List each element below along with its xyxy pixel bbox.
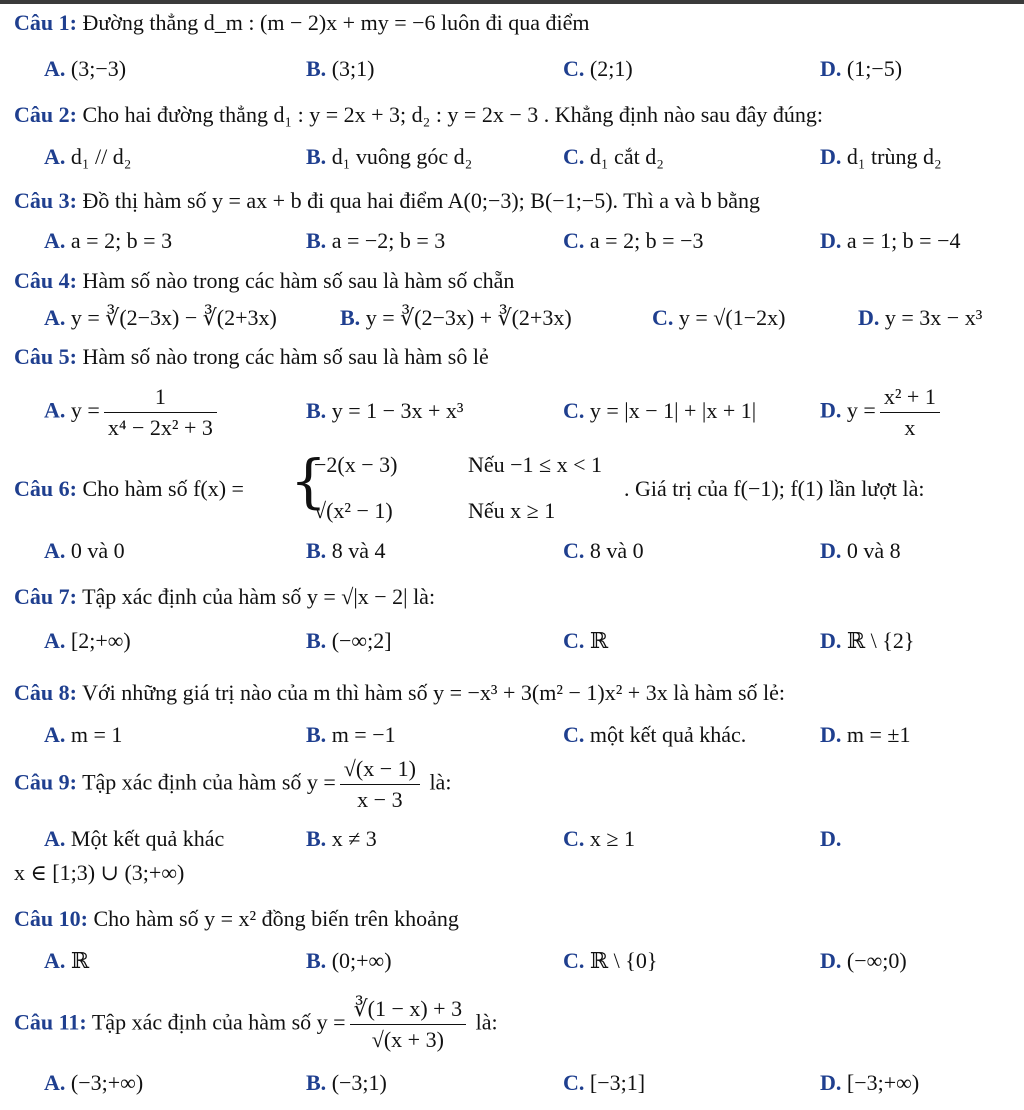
option-text: a = 1; b = −4	[846, 228, 961, 253]
question-7	[14, 584, 435, 610]
option-10a[interactable]	[44, 948, 89, 974]
option-text: (2;1)	[589, 56, 633, 81]
option-1a[interactable]	[44, 56, 126, 82]
option-label: A.	[44, 228, 66, 253]
option-9a[interactable]	[44, 826, 224, 852]
option-label: B.	[306, 1070, 327, 1095]
option-label: B.	[306, 228, 327, 253]
option-label: D.	[820, 538, 842, 563]
option-text: ℝ \ {2}	[846, 628, 915, 653]
option-7d[interactable]	[820, 628, 914, 654]
question-label: Câu 9:	[14, 769, 77, 795]
option-text: d₁ // d₂	[70, 144, 132, 169]
option-text: Một kết quả khác	[70, 826, 225, 851]
option-8d[interactable]	[820, 722, 910, 748]
question-tail: là:	[475, 1009, 498, 1035]
option-text: d₁ trùng d₂	[846, 144, 942, 169]
option-text: y = 3x − x³	[884, 305, 983, 330]
option-text: a = 2; b = 3	[70, 228, 173, 253]
option-5c[interactable]	[563, 398, 756, 424]
option-label: A.	[44, 628, 66, 653]
option-text: d₁ cắt d₂	[589, 144, 664, 169]
option-7c[interactable]	[563, 628, 608, 654]
option-text: 8 và 4	[331, 538, 386, 563]
option-label: A.	[44, 56, 66, 81]
question-10	[14, 906, 459, 932]
piece-2-expression: √(x² − 1)	[314, 498, 393, 523]
option-text: y = ∛(2−3x) − ∛(2+3x)	[70, 305, 277, 330]
option-label: A.	[44, 948, 66, 973]
option-label: C.	[563, 228, 585, 253]
option-label: C.	[563, 628, 585, 653]
question-text: Đường thẳng d_m : (m − 2)x + my = −6 luôn đi qua điểm	[82, 10, 590, 35]
option-label: B.	[306, 538, 327, 563]
option-label: A.	[44, 397, 66, 423]
option-text: a = 2; b = −3	[589, 228, 704, 253]
question-text: Hàm số nào trong các hàm số sau là hàm số chẵn	[82, 268, 515, 293]
option-text: y = |x − 1| + |x + 1|	[589, 398, 757, 423]
denominator: √(x + 3)	[371, 1027, 444, 1052]
option-label: D.	[820, 628, 842, 653]
numerator: ∛(1 − x) + 3	[350, 996, 467, 1025]
option-10c[interactable]	[563, 948, 657, 974]
option-label: B.	[340, 305, 361, 330]
option-1b[interactable]	[306, 56, 374, 82]
question-2	[14, 102, 823, 128]
option-3d[interactable]	[820, 228, 961, 254]
option-text: (−∞;2]	[331, 628, 392, 653]
option-label: B.	[306, 722, 327, 747]
option-label: D.	[820, 228, 842, 253]
option-10b[interactable]	[306, 948, 392, 974]
option-3a[interactable]	[44, 228, 172, 254]
option-7b[interactable]	[306, 628, 392, 654]
question-5	[14, 344, 489, 370]
option-text: [−3;1]	[589, 1070, 646, 1095]
option-text: (0;+∞)	[331, 948, 392, 973]
numerator: x² + 1	[880, 384, 940, 413]
option-label: A.	[44, 826, 66, 851]
option-label: D.	[820, 144, 842, 169]
option-label: C.	[652, 305, 674, 330]
option-text: y = ∛(2−3x) + ∛(2+3x)	[365, 305, 572, 330]
option-label: A.	[44, 1070, 66, 1095]
option-label: C.	[563, 948, 585, 973]
question-text: Hàm số nào trong các hàm số sau là hàm sô lẻ	[82, 344, 489, 369]
option-text: m = −1	[331, 722, 396, 747]
option-text: m = 1	[70, 722, 123, 747]
option-label: D.	[820, 722, 842, 747]
option-label: C.	[563, 538, 585, 563]
option-text: (−3;+∞)	[70, 1070, 144, 1095]
question-text: Cho hai đường thẳng d₁ : y = 2x + 3; d₂ : y = 2x − 3 . Khẳng định nào sau đây đúng:	[82, 102, 823, 127]
question-text: Tập xác định của hàm số y =	[91, 1009, 346, 1035]
question-text: Cho hàm số y = x² đồng biến trên khoảng	[93, 906, 459, 931]
option-5a[interactable]	[44, 384, 221, 441]
option-text: 0 và 8	[846, 538, 901, 563]
option-label: B.	[306, 56, 327, 81]
option-label: C.	[563, 1070, 585, 1095]
option-text: [−3;+∞)	[846, 1070, 920, 1095]
option-label: C.	[563, 144, 585, 169]
option-text: x ≥ 1	[589, 826, 635, 851]
option-prefix: y =	[846, 397, 876, 423]
option-11c[interactable]	[563, 1070, 645, 1096]
numerator: 1	[104, 384, 217, 413]
piece-2-condition: Nếu x ≥ 1	[468, 498, 556, 523]
question-4	[14, 268, 514, 294]
option-4a[interactable]	[44, 305, 277, 331]
fraction	[350, 996, 467, 1053]
option-label: A.	[44, 144, 66, 169]
option-text: một kết quả khác.	[589, 722, 747, 747]
fraction	[104, 384, 217, 441]
question-tail: là:	[429, 769, 452, 795]
option-11a[interactable]	[44, 1070, 143, 1096]
option-text: 0 và 0	[70, 538, 125, 563]
option-10d[interactable]	[820, 948, 907, 974]
option-text: 8 và 0	[589, 538, 644, 563]
question-label: Câu 2:	[14, 102, 77, 127]
option-11b[interactable]	[306, 1070, 387, 1096]
option-9b[interactable]	[306, 826, 377, 852]
option-label: A.	[44, 722, 66, 747]
question-label: Câu 11:	[14, 1009, 87, 1035]
question-9	[14, 756, 451, 813]
question-text: Cho hàm số f(x) =	[82, 476, 244, 501]
question-label: Câu 8:	[14, 680, 77, 705]
option-4c[interactable]	[652, 305, 785, 331]
option-label: D.	[820, 1070, 842, 1095]
option-6b[interactable]	[306, 538, 385, 564]
option-label: D.	[820, 56, 842, 81]
piece-1-expression: −2(x − 3)	[314, 452, 398, 477]
question-label: Câu 10:	[14, 906, 88, 931]
option-label: B.	[306, 628, 327, 653]
option-2a[interactable]	[44, 144, 131, 170]
question-text: Tập xác định của hàm số y = √|x − 2| là:	[82, 584, 436, 609]
option-4d[interactable]	[858, 305, 982, 331]
question-3	[14, 188, 760, 214]
option-text: ℝ \ {0}	[589, 948, 658, 973]
option-2c[interactable]	[563, 144, 664, 170]
option-text: ℝ	[70, 948, 90, 973]
option-label: B.	[306, 948, 327, 973]
option-label: C.	[563, 722, 585, 747]
option-9c[interactable]	[563, 826, 635, 852]
option-8c[interactable]	[563, 722, 746, 748]
option-text: y = 1 − 3x + x³	[331, 398, 464, 423]
option-2d[interactable]	[820, 144, 942, 170]
question-label: Câu 7:	[14, 584, 77, 609]
option-label: A.	[44, 305, 66, 330]
option-text: d₁ vuông góc d₂	[331, 144, 473, 169]
option-5d[interactable]	[820, 384, 944, 441]
option-text: (−3;1)	[331, 1070, 387, 1095]
option-3c[interactable]	[563, 228, 704, 254]
question-text: Tập xác định của hàm số y =	[82, 769, 336, 795]
option-6c[interactable]	[563, 538, 644, 564]
fraction	[340, 756, 420, 813]
question-text: Với những giá trị nào của m thì hàm số y = −x³ + 3(m² − 1)x² + 3x là hàm số lẻ:	[82, 680, 786, 705]
option-label: A.	[44, 538, 66, 563]
option-8b[interactable]	[306, 722, 396, 748]
option-label: C.	[563, 826, 585, 851]
question-label: Câu 6:	[14, 476, 77, 501]
option-8a[interactable]	[44, 722, 122, 748]
option-text: (3;1)	[331, 56, 375, 81]
option-text: m = ±1	[846, 722, 911, 747]
option-7a[interactable]	[44, 628, 131, 654]
option-label: D.	[820, 948, 842, 973]
option-text: (−∞;0)	[846, 948, 907, 973]
question-text: Đồ thị hàm số y = ax + b đi qua hai điểm A(0;−3); B(−1;−5). Thì a và b bằng	[82, 188, 760, 213]
option-text: (3;−3)	[70, 56, 127, 81]
option-label: C.	[563, 56, 585, 81]
option-9d-text[interactable]: x ∈ [1;3) ∪ (3;+∞)	[14, 860, 185, 885]
denominator: x	[904, 415, 916, 440]
option-label: D.	[858, 305, 880, 330]
option-1c[interactable]	[563, 56, 633, 82]
question-1	[14, 10, 589, 36]
piecewise-brace: {	[290, 447, 327, 515]
question-6-stem	[14, 476, 244, 502]
question-6-tail: . Giá trị của f(−1); f(1) lần lượt là:	[624, 476, 925, 501]
question-label: Câu 4:	[14, 268, 77, 293]
option-label: B.	[306, 826, 327, 851]
option-6d[interactable]	[820, 538, 901, 564]
option-5b[interactable]	[306, 398, 464, 424]
option-text: ℝ	[589, 628, 609, 653]
option-label: D.	[820, 397, 842, 423]
question-11	[14, 996, 498, 1053]
option-2b[interactable]	[306, 144, 472, 170]
option-text: y = √(1−2x)	[678, 305, 786, 330]
option-label: C.	[563, 398, 585, 423]
option-text: [2;+∞)	[70, 628, 131, 653]
option-prefix: y =	[70, 397, 100, 423]
option-text: x ≠ 3	[331, 826, 377, 851]
option-3b[interactable]	[306, 228, 445, 254]
option-label: B.	[306, 144, 327, 169]
option-text: a = −2; b = 3	[331, 228, 446, 253]
option-1d[interactable]	[820, 56, 902, 82]
denominator: x⁴ − 2x² + 3	[107, 415, 213, 440]
numerator: √(x − 1)	[340, 756, 420, 785]
question-8	[14, 680, 785, 706]
option-4b[interactable]	[340, 305, 572, 331]
option-label: B.	[306, 398, 327, 423]
option-6a[interactable]	[44, 538, 125, 564]
option-9d[interactable]	[820, 826, 841, 852]
question-label: Câu 5:	[14, 344, 77, 369]
option-text: (1;−5)	[846, 56, 903, 81]
piece-1-condition: Nếu −1 ≤ x < 1	[468, 452, 603, 477]
fraction	[880, 384, 940, 441]
denominator: x − 3	[357, 787, 403, 812]
question-label: Câu 3:	[14, 188, 77, 213]
option-11d[interactable]	[820, 1070, 919, 1096]
question-label: Câu 1:	[14, 10, 77, 35]
option-label: D.	[820, 826, 842, 851]
